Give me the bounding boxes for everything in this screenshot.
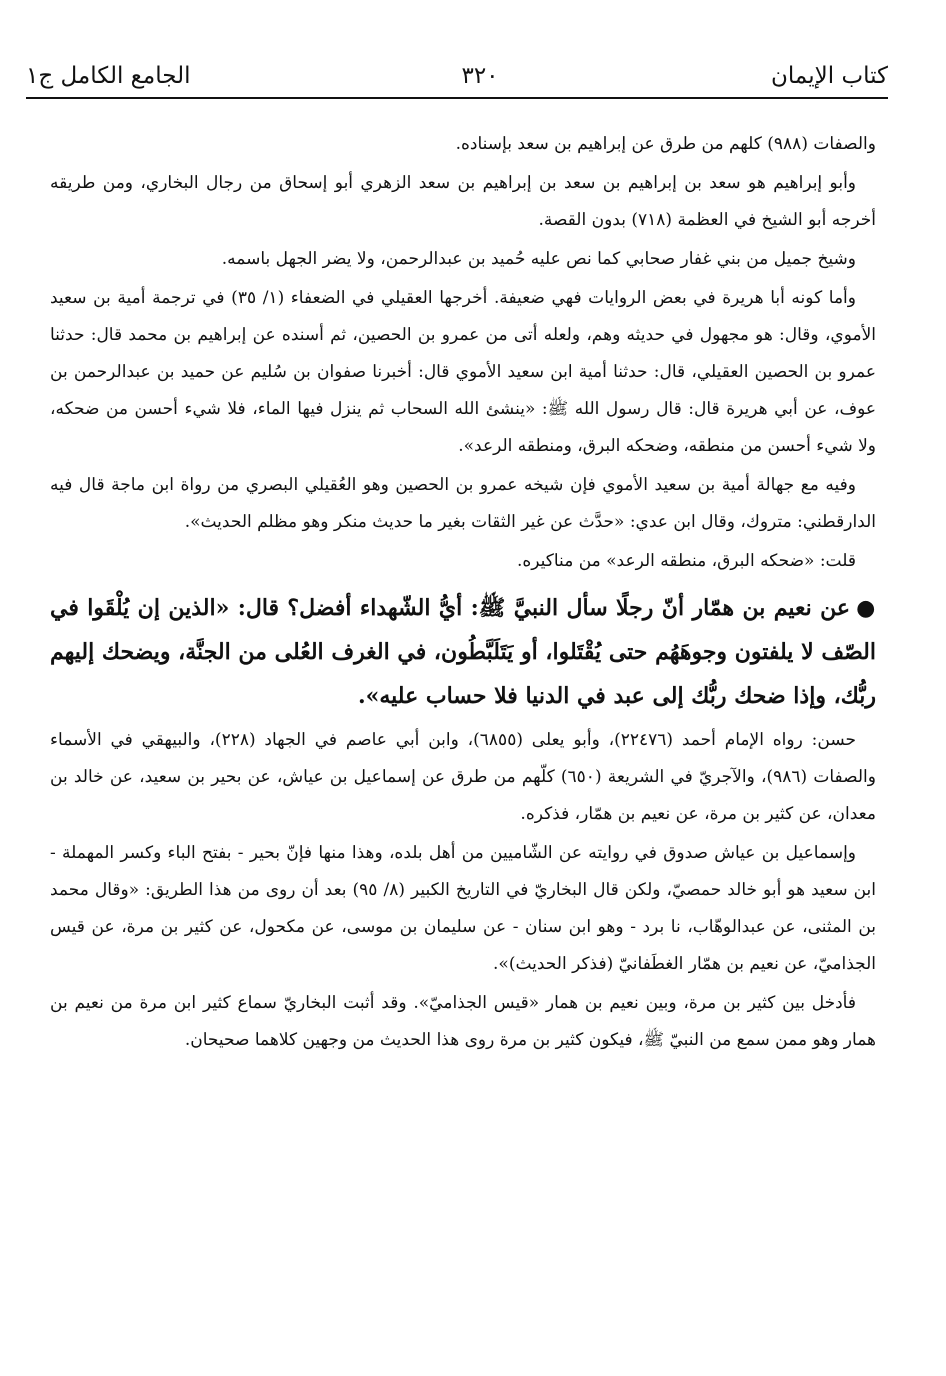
page-body	[50, 126, 876, 1061]
hadith-body: عن نعيم بن همّار أنّ رجلًا سأل النبيَّ ﷺ: أيُّ الشّهداء أفضل؟ قال: «الذين إن يُلْقَوا في الصّف لا يلفتون وجوهَهُم حتى يُقْتَلوا، أو يَتَلَبَّطُون، في الغرف العُلى من الجنَّة، ويضحك إليهم ربُّك، وإذا ضحك ربُّك إلى عبد في الدنيا فلا حساب عليه».	[50, 595, 877, 709]
paragraph: حسن: رواه الإمام أحمد (٢٢٤٧٦)، وأبو يعلى (٦٨٥٥)، وابن أبي عاصم في الجهاد (٢٢٨)، والبيهقي في الأسماء والصفات (٩٨٦)، والآجريّ في الشريعة (٦٥٠) كلّهم من طرق عن إسماعيل بن عياش، عن بحير بن سعيد، عن خالد بن معدان، عن كثير بن مرة، عن نعيم بن همّار، فذكره.	[50, 730, 876, 824]
running-head-series-title: الجامع الكامل ج١	[26, 63, 191, 89]
paragraph: وأبو إبراهيم هو سعد بن إبراهيم بن سعد بن إبراهيم بن سعد الزهري أبو إسحاق من رجال البخاري، ومن طريقه أخرجه أبو الشيخ في العظمة (٧١٨) بدون القصة.	[50, 173, 876, 230]
bullet-icon: ●	[856, 595, 876, 621]
page-number: ٣٢٠	[461, 63, 499, 89]
paragraph: قلت: «ضحكه البرق، منطقه الرعد» من مناكيره.	[516, 551, 856, 571]
paragraph: والصفات (٩٨٨) كلهم من طرق عن إبراهيم بن سعد بإسناده.	[455, 134, 876, 154]
running-head-book-title: كتاب الإيمان	[771, 63, 888, 89]
header-rule	[26, 97, 888, 99]
paragraph: وشيخ جميل من بني غفار صحابي كما نص عليه حُميد بن عبدالرحمن، ولا يضر الجهل باسمه.	[221, 249, 856, 269]
hadith-text	[50, 586, 876, 718]
paragraph: وأما كونه أبا هريرة في بعض الروايات فهي ضعيفة. أخرجها العقيلي في الضعفاء (١/ ٣٥) في ترجمة أمية بن سعيد الأموي، وقال: هو مجهول في حديثه وهم، ولعله أتى من عمرو بن الحصين، ثم أسنده عن إبراهيم بن محمد قال: حدثنا عمرو بن الحصين العقيلي، قال: حدثنا أمية ابن سعيد الأموي قال: أخبرنا صفوان بن سُليم عن حميد بن عبدالرحمن بن عوف، عن أبي هريرة قال: قال رسول الله ﷺ: «ينشئ الله السحاب ثم ينزل فيها الماء، فلا شيء أحسن من ضحكه، ولا شيء أحسن من منطقه، وضحكه البرق، ومنطقه الرعد».	[50, 288, 876, 456]
paragraph: وفيه مع جهالة أمية بن سعيد الأموي فإن شيخه عمرو بن الحصين وهو العُقيلي البصري من رواة ابن ماجة قال فيه الدارقطني: متروك، وقال ابن عدي: «حدَّث عن غير الثقات بغير ما حديث منكر وهو مظلم الحديث».	[50, 475, 876, 532]
paragraph: وإسماعيل بن عياش صدوق في روايته عن الشّاميين من أهل بلده، وهذا منها فإنّ بحير - بفتح الباء وكسر المهملة - ابن سعيد هو أبو خالد حمصيّ، ولكن قال البخاريّ في التاريخ الكبير (٨/ ٩٥) بعد أن روى من هذا الطريق: «وقال محمد بن المثنى، عن عبدالوهّاب، نا برد - وهو ابن سنان - عن سليمان بن موسى، عن مكحول، عن كثير بن مرة، عن قيس الجذاميّ، عن نعيم بن همّار الغطَفانيّ (فذكر الحديث)».	[50, 843, 876, 974]
paragraph: فأدخل بين كثير بن مرة، وبين نعيم بن همار «قيس الجذاميّ». وقد أثبت البخاريّ سماع كثير ابن مرة من نعيم بن همار وهو ممن سمع من النبيّ ﷺ، فيكون كثير بن مرة روى هذا الحديث من وجهين كلاهما صحيحان.	[50, 993, 876, 1050]
